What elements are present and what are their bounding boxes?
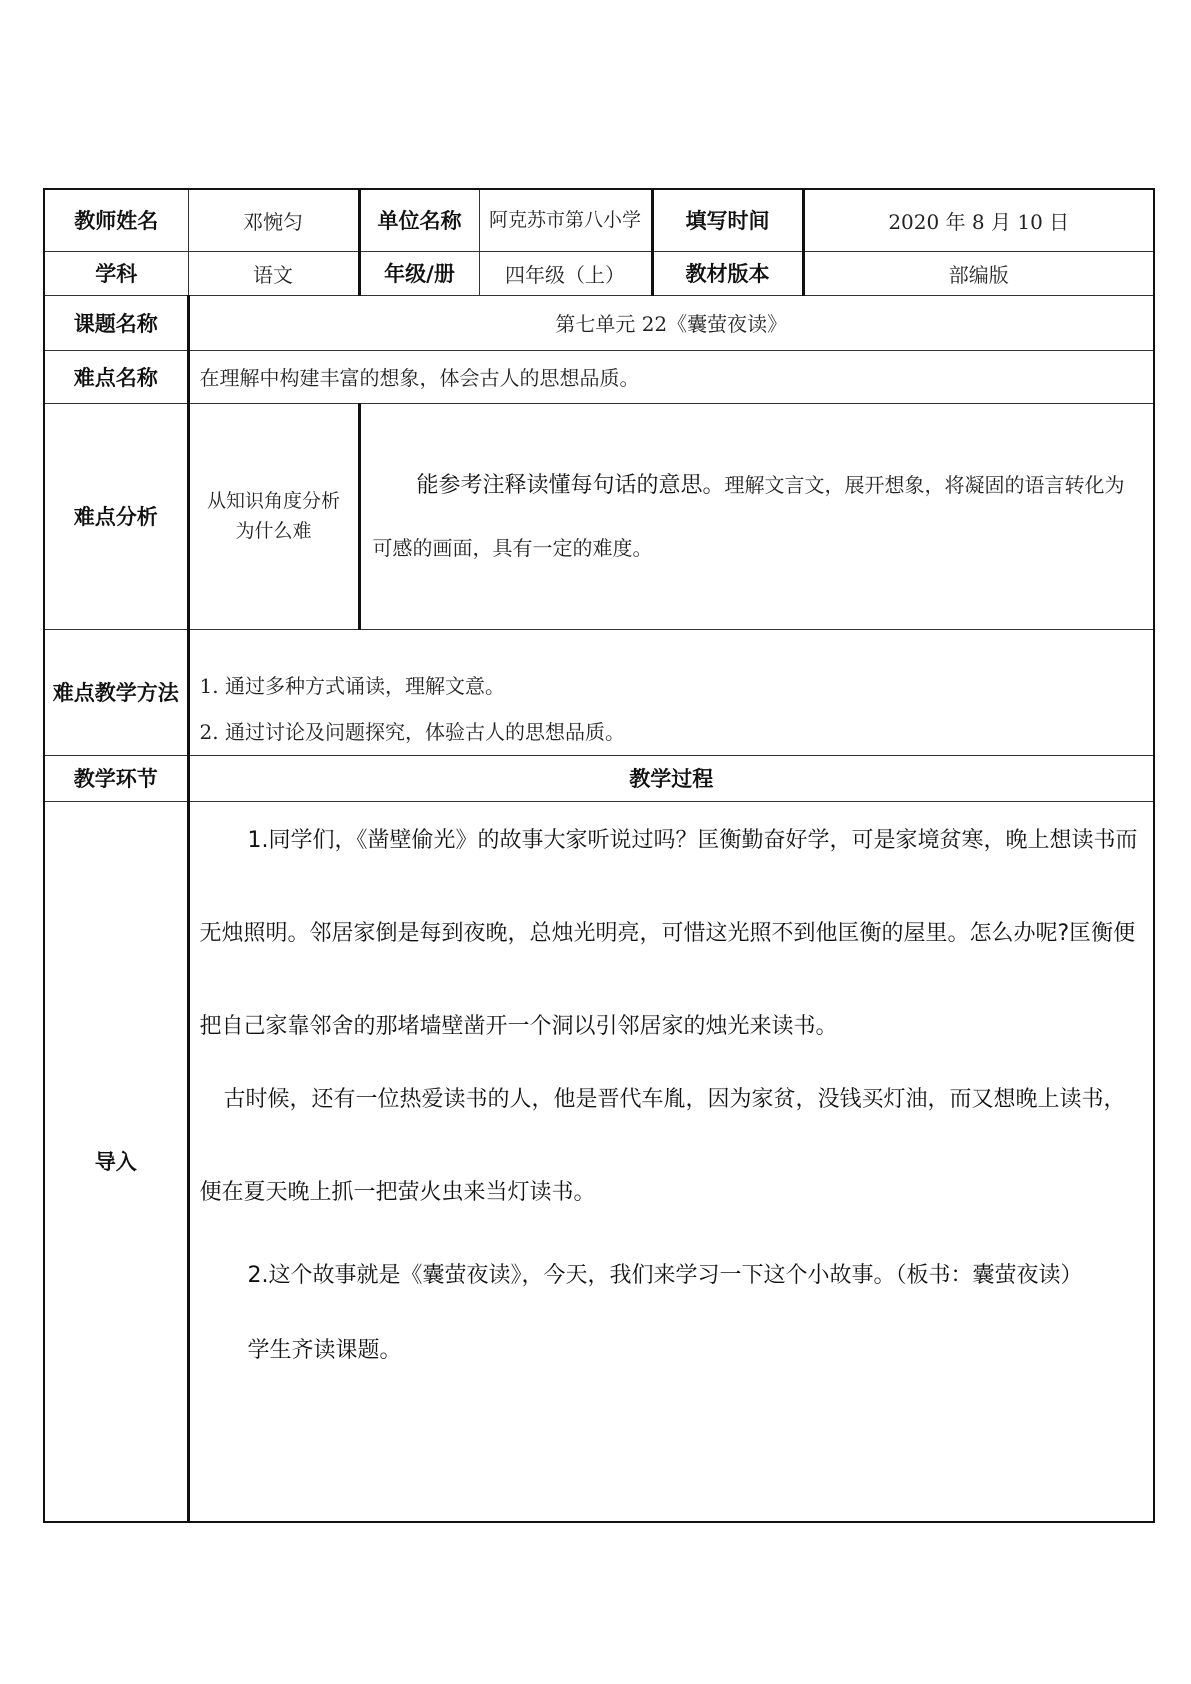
intro-paragraph-2: 古时候，还有一位热爱读书的人，他是晋代车胤，因为家贫，没钱买灯油，而又想晚上读书，便在夏天晚上抓一把萤火虫来当灯读书。 bbox=[199, 1086, 1126, 1205]
subject-label: 学科 bbox=[44, 251, 188, 295]
analysis-label: 难点分析 bbox=[44, 403, 188, 629]
analysis-row bbox=[44, 403, 1154, 629]
method-item-2: 2. 通过讨论及问题探究，体验古人的思想品质。 bbox=[199, 719, 625, 744]
title-label: 课题名称 bbox=[44, 295, 188, 350]
teacher-label: 教师姓名 bbox=[44, 189, 188, 251]
analysis-sub-label-text: 从知识角度分析为什么难 bbox=[206, 490, 340, 542]
stage-name: 导入 bbox=[44, 801, 188, 1522]
difficulty-value: 在理解中构建丰富的想象，体会古人的思想品质。 bbox=[188, 350, 1154, 403]
teacher-name: 邓惋匀 bbox=[188, 189, 359, 251]
lesson-plan-table bbox=[43, 188, 1155, 1523]
intro-paragraph-1: 1.同学们，《凿壁偷光》的故事大家听说过吗？匡衡勤奋好学，可是家境贫寒，晚上想读书而无烛照明。邻居家倒是每到夜晚，总烛光明亮，可惜这光照不到他匡衡的屋里。怎么办呢?匡衡便把自己家靠邻舍的那堵墙壁凿开一个洞以引邻居家的烛光来读书。 bbox=[199, 827, 1138, 1039]
analysis-text-rest: 理解文言文，展开想象，将凝固的语言转化为可感的画面，具有一定的难度。 bbox=[372, 472, 1125, 560]
stage-header: 教学环节 bbox=[44, 755, 188, 801]
grade-label: 年级/册 bbox=[359, 251, 479, 295]
method-row bbox=[44, 629, 1154, 755]
intro-paragraph-3: 2.这个故事就是《囊萤夜读》，今天，我们来学习一下这个小故事。（板书：囊萤夜读） bbox=[247, 1262, 1083, 1288]
edition-label: 教材版本 bbox=[652, 251, 803, 295]
subject-value: 语文 bbox=[188, 251, 359, 295]
method-item-1: 1. 通过多种方式诵读，理解文意。 bbox=[199, 673, 505, 698]
intro-paragraph-4: 学生齐读课题。 bbox=[247, 1337, 402, 1363]
header-row-2 bbox=[44, 251, 1154, 295]
intro-row bbox=[44, 801, 1154, 1522]
method-label: 难点教学方法 bbox=[44, 629, 188, 755]
date-label: 填写时间 bbox=[652, 189, 803, 251]
unit-name: 阿克苏市第八小学 bbox=[479, 189, 652, 251]
process-header: 教学过程 bbox=[188, 755, 1154, 801]
title-row bbox=[44, 295, 1154, 350]
grade-value: 四年级（上） bbox=[479, 251, 652, 295]
difficulty-row bbox=[44, 350, 1154, 403]
analysis-sub-label bbox=[188, 403, 359, 629]
date-value: 2020 年 8 月 10 日 bbox=[803, 189, 1154, 251]
header-row-1 bbox=[44, 189, 1154, 251]
title-value: 第七单元 22《囊萤夜读》 bbox=[188, 295, 1154, 350]
unit-label: 单位名称 bbox=[359, 189, 479, 251]
difficulty-label: 难点名称 bbox=[44, 350, 188, 403]
method-list bbox=[188, 629, 1154, 755]
analysis-text bbox=[359, 403, 1154, 629]
intro-content bbox=[188, 801, 1154, 1522]
analysis-text-bold: 能参考注释读懂每句话的意思。 bbox=[416, 472, 725, 498]
edition-value: 部编版 bbox=[803, 251, 1154, 295]
